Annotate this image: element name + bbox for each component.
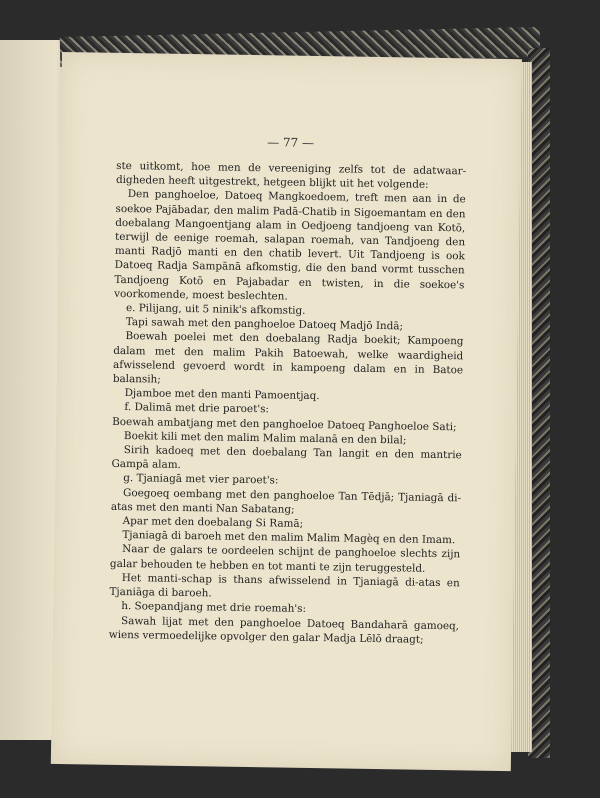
paragraph: Apar met den doebalang Si Ramā; bbox=[122, 515, 304, 530]
section-heading: f. Dalimā met drie paroet's: bbox=[124, 401, 270, 416]
section-heading: e. Pilijang, uit 5 ninik's afkomstig. bbox=[125, 302, 306, 317]
book-page bbox=[51, 52, 522, 771]
paragraph: Boewah poelei met den doebalang Radja boekit; Kampoeng dalam met den malim Pakih Batoewah, welke waardigheid afwisselend gevoerd wordt in kampoeng dalam en in Batoe balansih; bbox=[112, 330, 464, 386]
paragraph: Boewah ambatjang met den panghoeloe Datoeq Panghoeloe Sati; bbox=[112, 415, 457, 433]
section-heading: h. Soepandjang met drie roemah's: bbox=[121, 600, 307, 616]
paragraph: Goegoeq oembang met den panghoeloe Tan Tēdjā; Tjaniagā di-atas met den manti Nan Sabatang; bbox=[110, 486, 462, 516]
paragraph: Tjaniagā di baroeh met den malim Malim Magèq en den Imam. bbox=[122, 529, 456, 547]
paragraph: Sirih kadoeq met den doebalang Tan langit en den mantrie Gampā alam. bbox=[111, 444, 462, 472]
paragraph: Tapi sawah met den panghoeloe Datoeq Madjō Indā; bbox=[125, 316, 404, 333]
paragraph: Het manti-schap is thans afwisselend in Tjaniagā di-atas en Tjaniāga di baroeh. bbox=[109, 571, 460, 600]
paragraph: Sawah lijat met den panghoeloe Datoeq Bandaharā gamoeq, wiens vermoedelijke opvolger den galar Madja Lēlō draagt; bbox=[108, 614, 460, 646]
paragraph: Boekit kili met den malim Malim malanā en den bilal; bbox=[123, 429, 407, 447]
paragraph: Naar de galars te oordeelen schijnt de panghoeloe slechts zijn galar behouden te hebben en tot manti te zijn teruggesteld. bbox=[109, 543, 461, 575]
paragraph: Den panghoeloe, Datoeq Mangkoedoem, treft men aan in de soekoe Pajābadar, den malim Padā-Chatib in Sigoemantam en den doebalang Mangoentjang alam in Oedjoeng tandjoeng van Kotō, terwijl de eenige roemah, salapan roemah, van Tandjoeng den manti Radjō manti en den chatib levert. Uit Tandjoeng is ook Datoeq Radja Sampānā afkomstig, die den band vormt tusschen Tandjoeng Kotō en Pajabadar en twisten, in die soekoe's voorkomende, moest beslechten. bbox=[114, 188, 466, 303]
page-number: — 77 — bbox=[267, 135, 315, 150]
section-heading: g. Tjaniagā met vier paroet's: bbox=[123, 472, 279, 487]
page-text bbox=[109, 159, 467, 647]
paragraph: Djamboe met den manti Pamoentjaq. bbox=[124, 387, 320, 403]
paragraph: ste uitkomt, hoe men de vereeniging zelfs tot de adatwaar-digheden heeft uitgestrekt, hetgeen blijkt uit het volgende: bbox=[115, 159, 467, 191]
